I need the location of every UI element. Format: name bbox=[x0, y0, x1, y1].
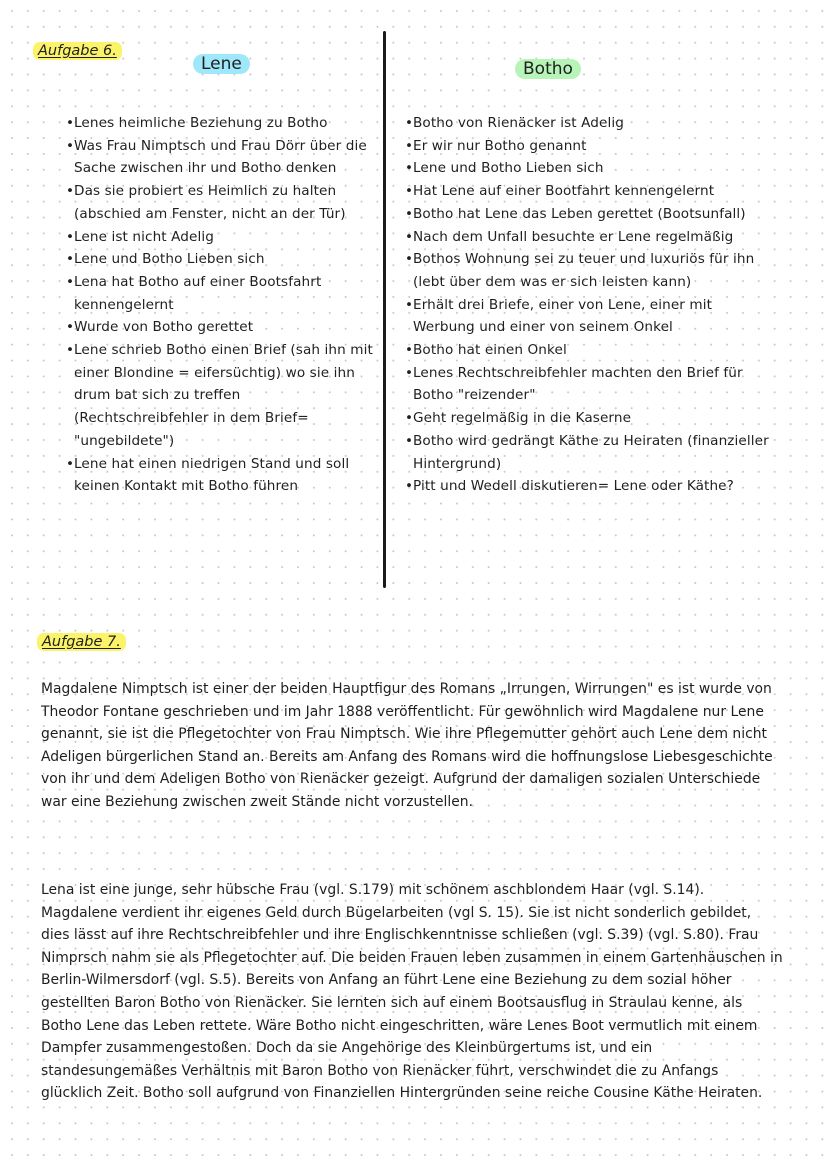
list-item: • Botho wird gedrängt Käthe zu Heiraten (finanzieller Hintergrund) bbox=[405, 430, 771, 475]
lene-list bbox=[66, 112, 374, 498]
botho-list bbox=[405, 112, 771, 498]
list-item: • Botho hat Lene das Leben gerettet (Bootsunfall) bbox=[405, 203, 771, 226]
list-item: • Botho hat einen Onkel bbox=[405, 339, 771, 362]
list-item: • Lene ist nicht Adelig bbox=[66, 226, 374, 249]
list-item: • Lene schrieb Botho einen Brief (sah ihn mit einer Blondine = eifersüchtig) wo sie ihn drum bat sich zu treffen (Rechtschreibfehler in dem Brief= "ungebildete") bbox=[66, 339, 374, 453]
list-item: • Hat Lene auf einer Bootfahrt kennengelernt bbox=[405, 180, 771, 203]
paragraph-intro: Magdalene Nimptsch ist einer der beiden Hauptfigur des Romans „Irrungen, Wirrungen" es ist wurde von Theodor Fontane geschrieben und im Jahr 1888 veröffentlicht. Für gewöhnlich wird Magdalene nur Lene genannt, sie ist die Pflegetochter von Frau Nimptsch. Wie ihre Pflegemutter gehört auch Lene dem nicht Adeligen bürgerlichen Stand an. Bereits am Anfang des Romans wird die hoffnungslose Liebesgeschichte von ihr und dem Adeligen Botho von Rienäcker gezeigt. Aufgrund der damaligen sozialen Unterschiede war eine Beziehung zwischen zweit Stände nicht vorzustellen. bbox=[41, 681, 773, 810]
list-item: • Erhält drei Briefe, einer von Lene, einer mit Werbung und einer von seinem Onkel bbox=[405, 294, 771, 339]
list-item: • Was Frau Nimptsch und Frau Dörr über die Sache zwischen ihr und Botho denken bbox=[66, 135, 374, 180]
list-item: • Lene und Botho Lieben sich bbox=[405, 157, 771, 180]
list-item: • Nach dem Unfall besuchte er Lene regelmäßig bbox=[405, 226, 771, 249]
list-item: • Botho von Rienäcker ist Adelig bbox=[405, 112, 771, 135]
list-item: • Bothos Wohnung sei zu teuer und luxuriös für ihn (lebt über dem was er sich leisten kann) bbox=[405, 248, 771, 293]
list-item: • Wurde von Botho gerettet bbox=[66, 316, 374, 339]
list-item: • Geht regelmäßig in die Kaserne bbox=[405, 407, 771, 430]
list-item: • Lena hat Botho auf einer Bootsfahrt kennengelernt bbox=[66, 271, 374, 316]
list-item: • Das sie probiert es Heimlich zu halten (abschied am Fenster, nicht an der Tür) bbox=[66, 180, 374, 225]
list-item: • Lenes heimliche Beziehung zu Botho bbox=[66, 112, 374, 135]
paragraph-character: Lena ist eine junge, sehr hübsche Frau (vgl. S.179) mit schönem aschblondem Haar (vgl. S.14). Magdalene verdient ihr eigenes Geld durch Bügelarbeiten (vgl S. 15). Sie ist nicht sonderlich gebildet, dies lässt auf ihre Rechtschreibfehler und ihre Englischkenntnisse schließen (vgl. S.39) (vgl. S.80). Frau Nimprsch nahm sie als Pflegetochter auf. Die beiden Frauen leben zusammen in einem Gartenhäuschen in Berlin-Wilmersdorf (vgl. S.5). Bereits von Anfang an führt Lene eine Beziehung zu dem sozial höher gestellten Baron Botho von Rienäcker. Sie lernten sich auf einem Bootsausflug in Straulau kenne, als Botho Lene das Leben rettete. Wäre Botho nicht eingeschritten, wäre Lenes Boot vermutlich mit einem Dampfer zusammengestoßen. Doch da sie Angehörige des Kleinbürgertums ist, und ein standesungemäßes Verhältnis mit Baron Botho von Rienäcker führt, verschwindet die zu Anfangs glücklich Zeit. Botho soll aufgrund von Finanziellen Hintergründen seine reiche Cousine Käthe Heiraten. bbox=[41, 882, 783, 1102]
list-item: • Lene und Botho Lieben sich bbox=[66, 248, 374, 271]
list-item: • Lenes Rechtschreibfehler machten den Brief für Botho "reizender" bbox=[405, 362, 771, 407]
lene-heading: Lene bbox=[193, 54, 250, 74]
task6-label: Aufgabe 6. bbox=[33, 42, 122, 60]
task7-label: Aufgabe 7. bbox=[37, 633, 126, 651]
botho-heading: Botho bbox=[515, 59, 581, 79]
list-item: • Er wir nur Botho genannt bbox=[405, 135, 771, 158]
column-divider bbox=[383, 31, 386, 588]
list-item: • Pitt und Wedell diskutieren= Lene oder Käthe? bbox=[405, 475, 771, 498]
list-item: • Lene hat einen niedrigen Stand und soll keinen Kontakt mit Botho führen bbox=[66, 453, 374, 498]
